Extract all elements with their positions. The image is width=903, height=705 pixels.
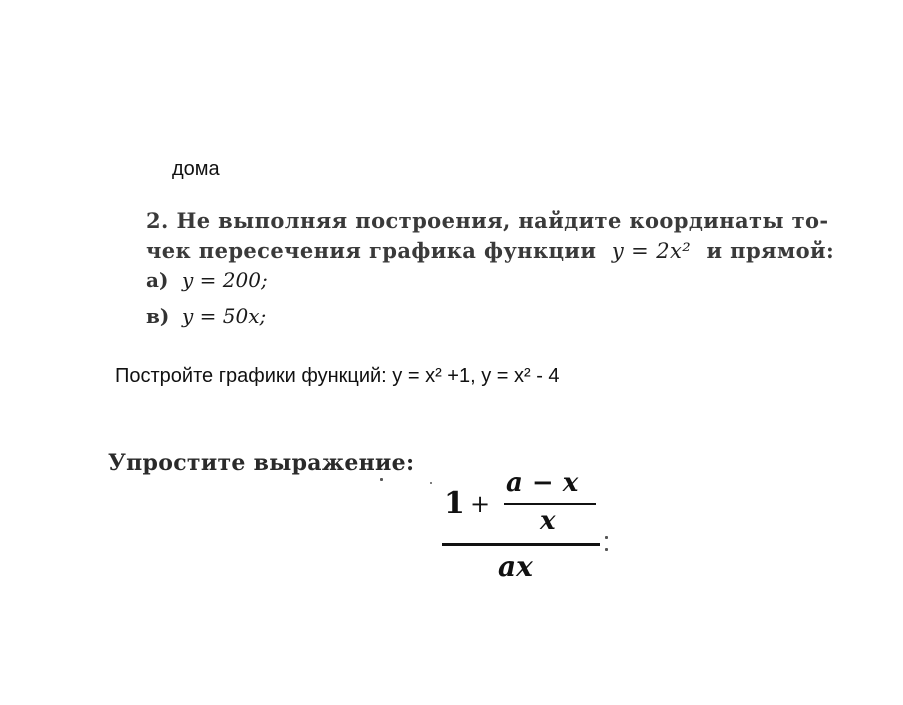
graph-task-text: Постройте графики функций: y = x² +1, y = x² - 4 [115, 365, 560, 387]
inner-denominator: x [540, 506, 556, 536]
task-2-line-2-tail: и прямой: [706, 238, 835, 263]
item-letter: в) [146, 304, 170, 328]
inner-numerator: a − x [506, 468, 579, 498]
item-expression: y = 50x; [182, 304, 267, 328]
task-2-line-1 [146, 206, 829, 236]
formula-one: 1 [444, 486, 465, 521]
task-2-statement [146, 206, 835, 266]
task-2-item-a [146, 268, 268, 292]
outer-denominator: ax [498, 550, 533, 583]
scan-speck [430, 482, 432, 484]
fraction-formula [400, 460, 640, 600]
task-2-line-2 [146, 236, 835, 266]
simplify-label: Упростите выражение: [108, 450, 415, 476]
formula-plus: + [470, 490, 491, 518]
homework-label: дома [172, 158, 220, 180]
scan-speck [380, 478, 383, 481]
main-fraction-bar [442, 543, 600, 546]
task-2-item-v [146, 304, 266, 328]
scan-speck [605, 536, 608, 539]
task-2-line-1-text: Не выполняя построения, найдите координаты то- [176, 208, 829, 233]
inner-fraction-bar [504, 503, 596, 505]
scan-speck [605, 548, 608, 551]
item-expression: y = 200; [182, 268, 268, 292]
task-2-function: y = 2x² [611, 239, 692, 263]
item-letter: а) [146, 268, 169, 292]
task-number: 2. [146, 208, 169, 233]
task-2-line-2-text: чек пересечения графика функции [146, 238, 597, 263]
